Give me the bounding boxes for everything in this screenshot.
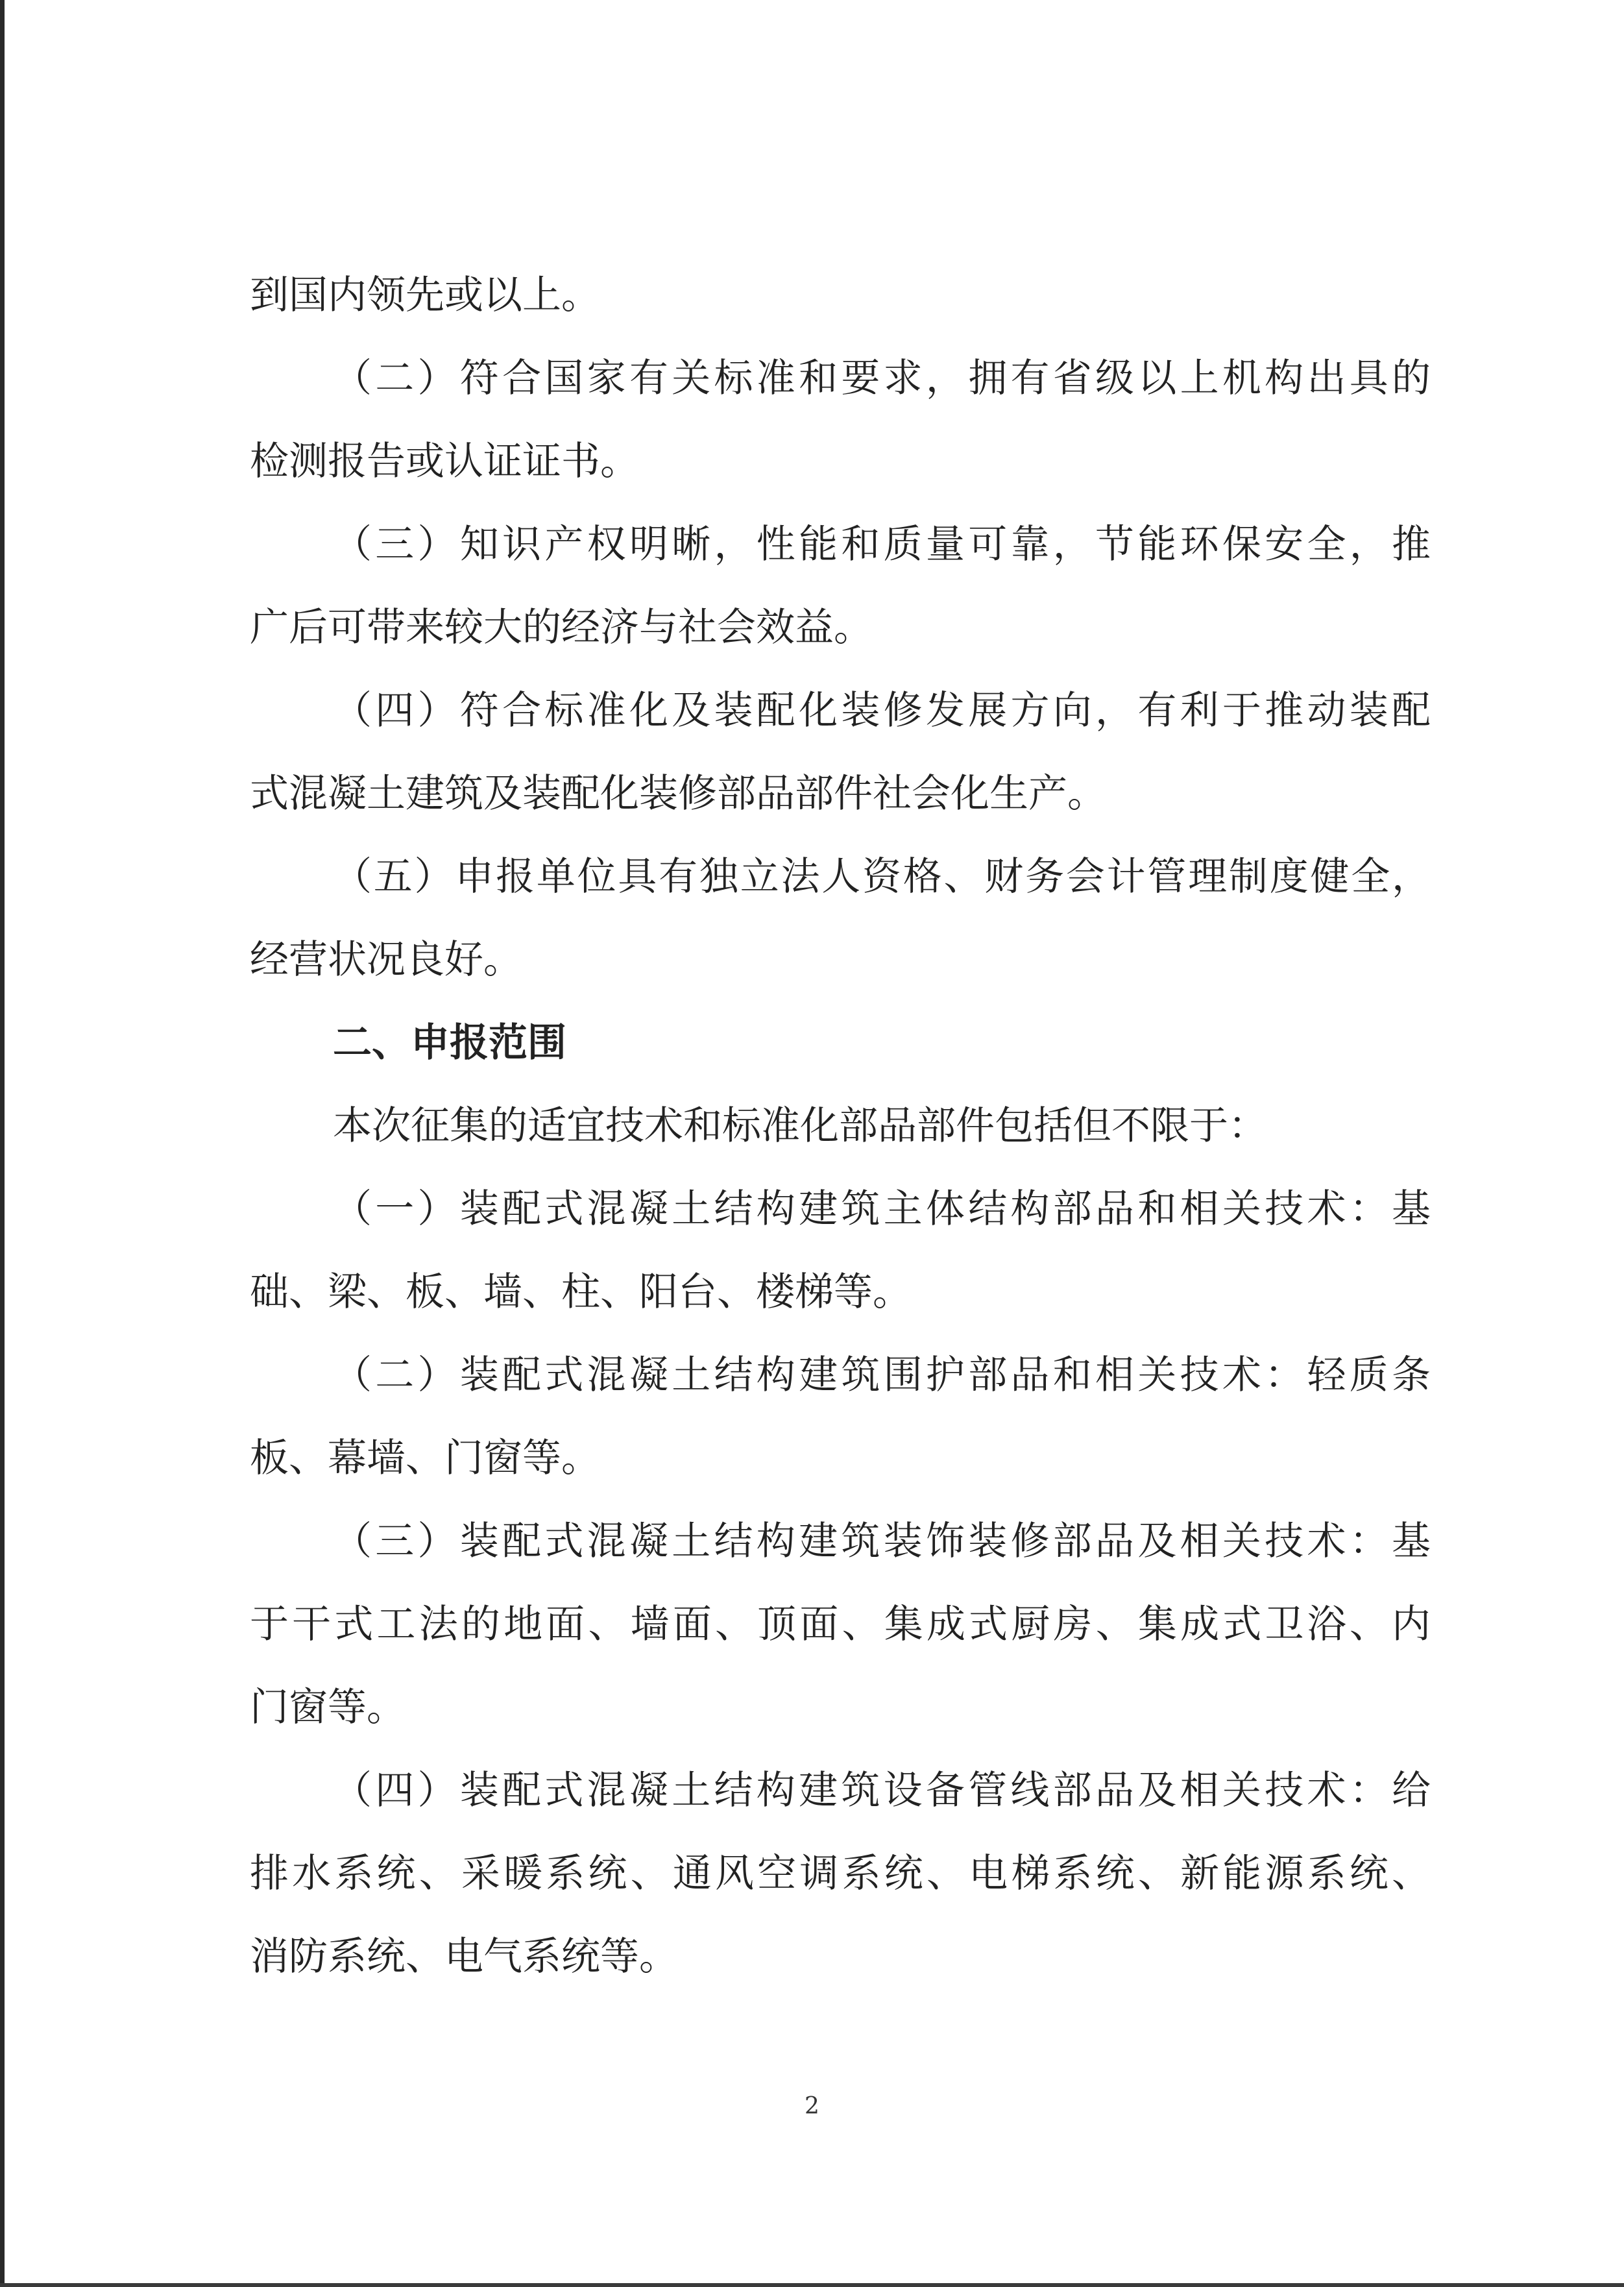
text-line: 础、梁、板、墙、柱、阳台、楼梯等。	[250, 1269, 912, 1315]
text-line: 广后可带来较大的经济与社会效益。	[250, 605, 873, 650]
text-line: （二）符合国家有关标准和要求，拥有省级以上机构出具的	[333, 356, 1431, 401]
text-line: 式混凝土建筑及装配化装修部品部件社会化生产。	[250, 771, 1106, 816]
text-line: 门窗等。	[250, 1685, 406, 1730]
text-line: （三）知识产权明晰，性能和质量可靠，节能环保安全，推	[333, 522, 1431, 567]
text-line: 经营状况良好。	[250, 937, 522, 983]
text-line: 消防系统、电气系统等。	[250, 1934, 678, 1979]
text-line: 排水系统、采暖系统、通风空调系统、电梯系统、新能源系统、	[250, 1851, 1431, 1896]
scan-edge-bottom	[0, 2283, 1624, 2287]
text-line: 本次征集的适宜技术和标准化部品部件包括但不限于：	[333, 1103, 1267, 1149]
text-line: 于干式工法的地面、墙面、顶面、集成式厨房、集成式卫浴、内	[250, 1602, 1431, 1647]
page-number: 2	[805, 2093, 819, 2120]
text-line: （四）符合标准化及装配化装修发展方向，有利于推动装配	[333, 688, 1431, 733]
text-line: 检测报告或认证证书。	[250, 439, 639, 484]
text-line: （五）申报单位具有独立法人资格、财务会计管理制度健全，	[333, 854, 1431, 899]
text-line: （四）装配式混凝土结构建筑设备管线部品及相关技术：给	[333, 1768, 1431, 1813]
text-line: （一）装配式混凝土结构建筑主体结构部品和相关技术：基	[333, 1186, 1431, 1232]
scan-edge-left	[0, 0, 5, 2287]
section-heading: 二、申报范围	[333, 1020, 566, 1066]
text-line: 到国内领先或以上。	[250, 273, 600, 318]
text-line: （三）装配式混凝土结构建筑装饰装修部品及相关技术：基	[333, 1519, 1431, 1564]
text-line: （二）装配式混凝土结构建筑围护部品和相关技术：轻质条	[333, 1352, 1431, 1398]
text-line: 板、幕墙、门窗等。	[250, 1436, 600, 1481]
